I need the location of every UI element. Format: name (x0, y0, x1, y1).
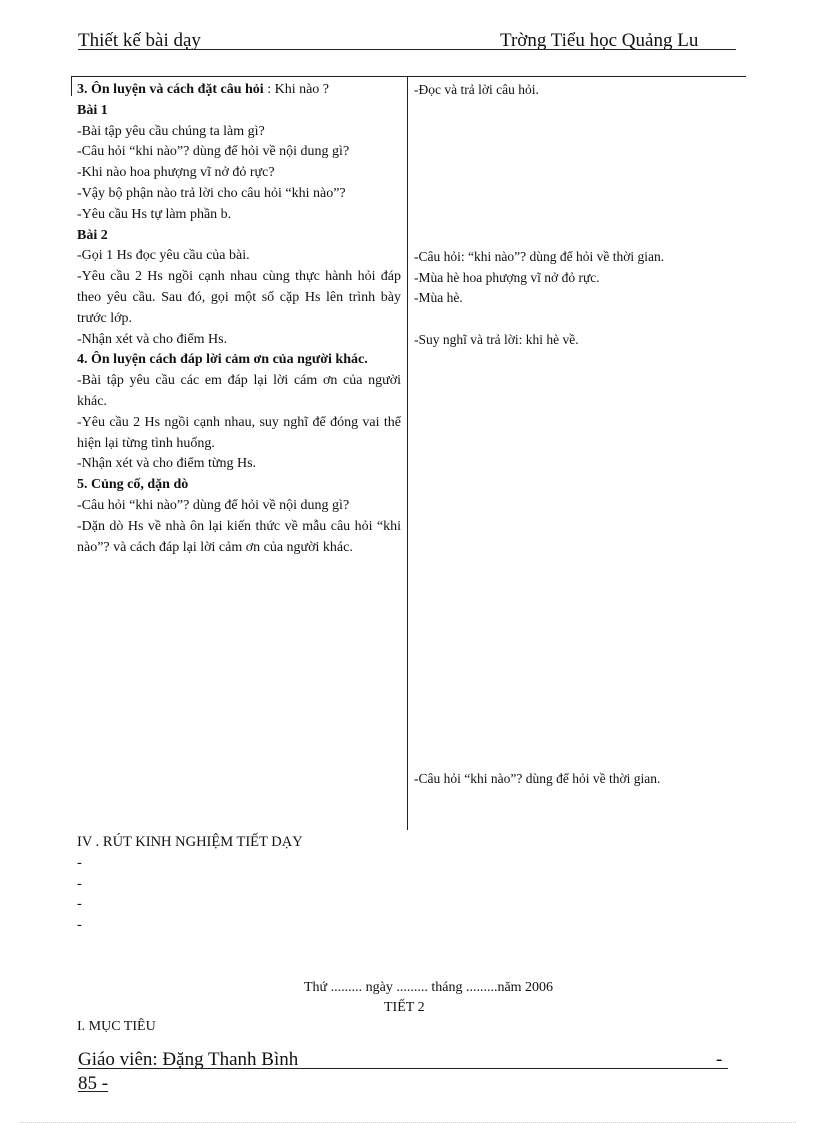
footer-underline (78, 1068, 728, 1069)
reflection-title: IV . RÚT KINH NGHIỆM TIẾT DẠY (77, 834, 303, 850)
lesson-period-title: TIẾT 2 (384, 1000, 425, 1015)
left-line: -Khi nào hoa phượng vĩ nở đỏ rực? (77, 165, 275, 181)
left-line: -Yêu cầu 2 Hs ngồi cạnh nhau, suy nghĩ để đóng vai thể hiện lại từng tình huống. (77, 414, 401, 451)
left-line: -Bài tập yêu cầu chúng ta làm gì? (77, 123, 265, 139)
reflection-dash: - (77, 917, 82, 934)
header-underline (78, 49, 736, 50)
footer-dash: - (716, 1049, 723, 1070)
right-line: -Câu hỏi “khi nào”? dùng để hỏi về thời gian. (414, 771, 661, 786)
section-5-heading: 5. Củng cố, dặn dò (77, 477, 189, 493)
reflection-dash: - (77, 854, 82, 871)
page-number: 85 - (78, 1073, 109, 1094)
exercise-1-heading: Bài 1 (77, 102, 108, 118)
page-number-underline (78, 1091, 108, 1092)
page-header (78, 30, 736, 52)
right-line: -Suy nghĩ và trả lời: khi hè về. (414, 332, 579, 347)
right-line: -Mùa hè. (414, 290, 463, 305)
left-line: -Dặn dò Hs về nhà ôn lại kiến thức về mẫu câu hỏi “khi nào”? và cách đáp lại lời cảm ơn của người khác. (77, 518, 401, 555)
left-line: -Vậy bộ phận nào trả lời cho câu hỏi “khi nào”? (77, 185, 346, 201)
left-line: -Nhận xét và cho điểm từng Hs. (77, 456, 257, 472)
exercise-2-heading: Bài 2 (77, 227, 108, 243)
section-3-heading-suffix: : Khi nào ? (267, 82, 330, 97)
left-line: -Câu hỏi “khi nào”? dùng để hỏi về nội dung gì? (77, 144, 350, 160)
table-left-border (71, 76, 72, 96)
date-line: Thứ ......... ngày ......... tháng .........năm 2006 (304, 980, 554, 995)
footer-teacher-name: Giáo viên: Đặng Thanh Bình (78, 1049, 299, 1070)
reflection-dash: - (77, 875, 82, 892)
section-3-heading: 3. Ôn luyện và cách đặt câu hỏi (77, 82, 264, 97)
left-line: -Bài tập yêu cầu các em đáp lại lời cám ơn của người khác. (77, 373, 401, 409)
left-line: -Yêu cầu Hs tự làm phần b. (77, 206, 232, 222)
left-line: -Gọi 1 Hs đọc yêu cầu của bài. (77, 248, 250, 264)
right-line: -Đọc và trả lời câu hỏi. (414, 82, 539, 97)
table-top-border (71, 76, 746, 77)
header-school-name: Trờng Tiểu học Quảng Lu (500, 30, 699, 51)
left-line: -Câu hỏi “khi nào”? dùng để hỏi về nội dung gì? (77, 497, 350, 513)
header-left-title: Thiết kế bài dạy (78, 30, 201, 51)
section-4-heading: 4. Ôn luyện cách đáp lời cảm ơn của người khác. (77, 352, 368, 368)
right-line: -Mùa hè hoa phượng vĩ nở đỏ rực. (414, 270, 600, 285)
lesson-reflection-section (77, 832, 303, 936)
left-line: -Yêu cầu 2 Hs ngồi cạnh nhau cùng thực hành hỏi đáp theo yêu cầu. Sau đó, gọi một số cặp Hs lên trình bày trước lớp. (77, 269, 401, 326)
table-column-divider (407, 76, 408, 830)
right-line: -Câu hỏi: “khi nào”? dùng để hỏi về thời gian. (414, 249, 665, 264)
teacher-activity-column (77, 80, 401, 558)
left-line: -Nhận xét và cho điểm Hs. (77, 331, 228, 347)
objectives-heading: I. MỤC TIÊU (77, 1019, 156, 1034)
reflection-dash: - (77, 896, 82, 913)
